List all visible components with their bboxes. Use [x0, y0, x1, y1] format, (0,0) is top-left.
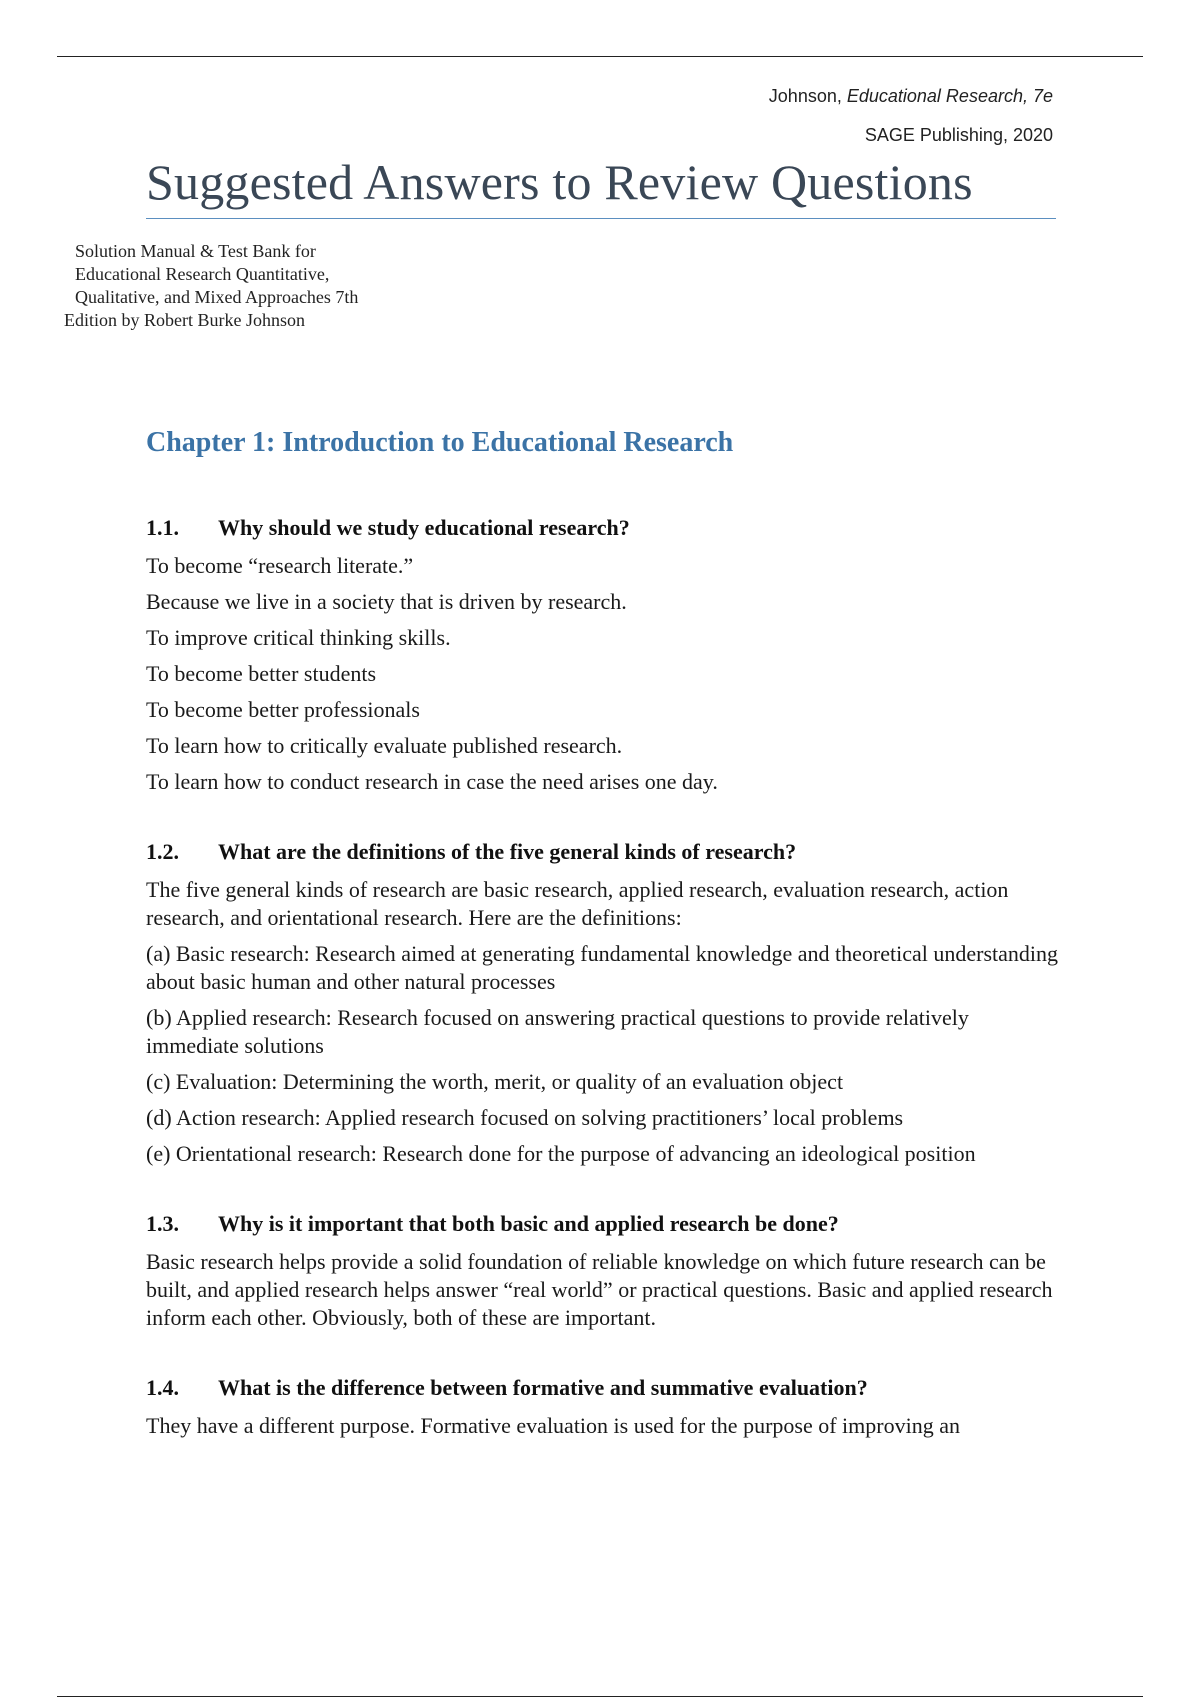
question-heading: [146, 1208, 1066, 1240]
top-rule: [57, 56, 1143, 57]
answer-paragraph: (e) Orientational research: Research done for the purpose of advancing an ideological position: [146, 1141, 976, 1166]
document-title: Suggested Answers to Review Questions: [146, 150, 1056, 219]
questions-content: [146, 512, 1066, 1480]
subtitle-line: Edition by Robert Burke Johnson: [64, 310, 305, 330]
question-text: What is the difference between formative and summative evaluation?: [218, 1375, 868, 1400]
answer-paragraph: Basic research helps provide a solid foundation of reliable knowledge on which future research can be built, and applied research helps answer “real world” or practical questions. Basic and applied research inform each other. Obviously, both of these are important.: [146, 1249, 1053, 1330]
answer-paragraph: The five general kinds of research are basic research, applied research, evaluation research, action research, and orientational research. Here are the definitions:: [146, 877, 1009, 930]
question-text: Why is it important that both basic and applied research be done?: [218, 1211, 839, 1236]
answer-paragraph: They have a different purpose. Formative evaluation is used for the purpose of improving an: [146, 1413, 960, 1438]
question-heading: [146, 1372, 1066, 1404]
answer-paragraph: To become “research literate.”: [146, 553, 414, 578]
question-block-1-2: [146, 836, 1066, 1168]
answer-paragraph: (b) Applied research: Research focused on answering practical questions to provide relatively immediate solutions: [146, 1005, 969, 1058]
running-head-author: Johnson,: [768, 86, 847, 106]
subtitle-line: Educational Research Quantitative,: [75, 264, 330, 284]
answer-paragraph: (d) Action research: Applied research focused on solving practitioners’ local problems: [146, 1105, 904, 1130]
answer-paragraph: To learn how to critically evaluate published research.: [146, 733, 623, 758]
question-number: 1.1.: [146, 515, 179, 540]
answer-paragraph: Because we live in a society that is driven by research.: [146, 589, 627, 614]
question-text: Why should we study educational research?: [218, 515, 630, 540]
question-number: 1.3.: [146, 1211, 179, 1236]
question-text: What are the definitions of the five general kinds of research?: [218, 839, 797, 864]
chapter-heading: Chapter 1: Introduction to Educational Research: [146, 427, 734, 458]
question-number: 1.4.: [146, 1375, 179, 1400]
answer-paragraph: To become better professionals: [146, 697, 420, 722]
answer-paragraph: (c) Evaluation: Determining the worth, merit, or quality of an evaluation object: [146, 1069, 844, 1094]
running-head-book: Educational Research, 7e: [846, 86, 1053, 106]
question-heading: [146, 512, 1066, 544]
answer-paragraph: To become better students: [146, 661, 377, 686]
answer-paragraph: (a) Basic research: Research aimed at generating fundamental knowledge and theoretical understanding about basic human and other natural processes: [146, 941, 1059, 994]
question-heading: [146, 836, 1066, 868]
question-block-1-3: [146, 1208, 1066, 1332]
subtitle-block: [64, 240, 424, 332]
subtitle-line: Solution Manual & Test Bank for: [75, 241, 316, 261]
bottom-rule: [57, 1696, 1143, 1697]
subtitle-line: Qualitative, and Mixed Approaches 7th: [75, 287, 359, 307]
answer-paragraph: To learn how to conduct research in case the need arises one day.: [146, 769, 718, 794]
running-head-citation: [769, 86, 1053, 107]
answer-paragraph: To improve critical thinking skills.: [146, 625, 451, 650]
running-head-publisher: SAGE Publishing, 2020: [864, 125, 1053, 145]
question-block-1-4: [146, 1372, 1066, 1440]
question-block-1-1: [146, 512, 1066, 796]
question-number: 1.2.: [146, 839, 179, 864]
